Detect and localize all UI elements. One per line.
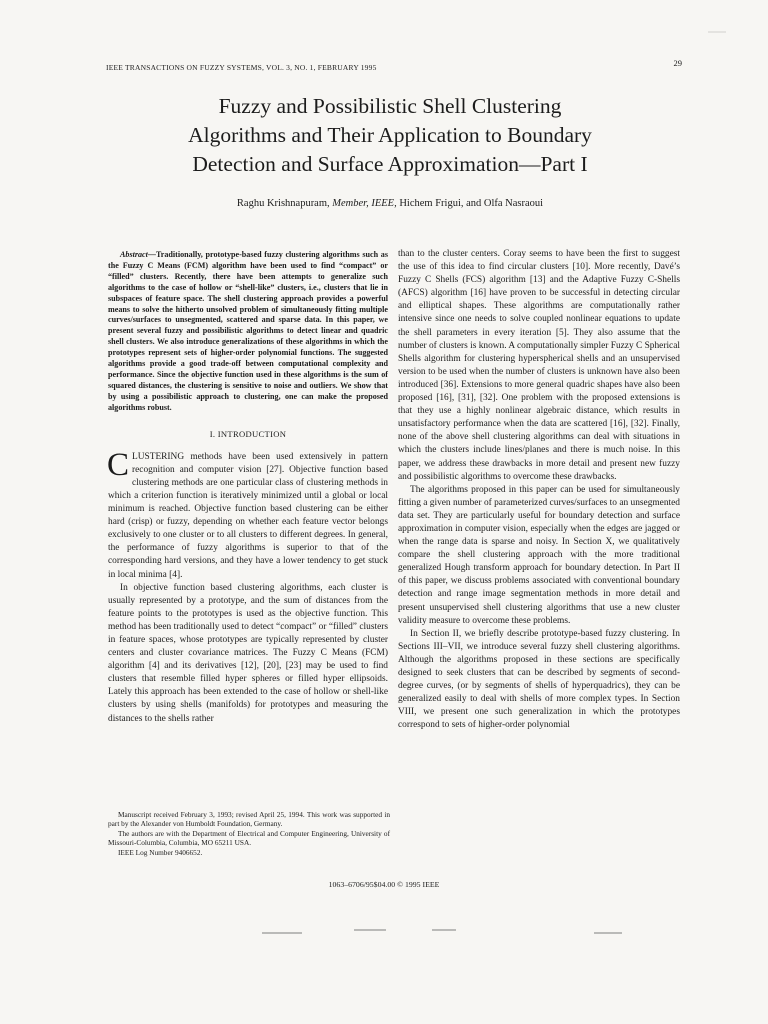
body-paragraph: In Section II, we briefly describe prototype-based fuzzy clustering. In Sections III–VII, we introduce several fuzzy shell clustering algorithms. Although the algorithms proposed in these sections are specifically designed to seek clusters that can be described by segments of second-degree curves, (or by segments of shells of hyperquadrics), they can be generalized easily to deal with shells of more complex types. In Section VIII, we present one such generalization in which the prototypes correspond to sets of higher-order polynomial: [398, 628, 680, 731]
copyright-line: 1063–6706/95$04.00 © 1995 IEEE: [328, 880, 440, 889]
title-line: Detection and Surface Approximation—Part I: [192, 152, 588, 176]
section-heading: I. INTRODUCTION: [209, 428, 287, 439]
footnote-affiliation: The authors are with the Department of Electrical and Computer Engineering, University of Missouri-Columbia, Columbia, MO 65211 USA.: [108, 828, 390, 848]
author-rest: Hichem Frigui, and Olfa Nasraoui: [399, 198, 544, 209]
intro-paragraph-text: LUSTERING methods have been used extensively in pattern recognition and computer vision [27]. Objective function based clustering methods are one particular class of clustering methods in which a criterion function is iteratively minimized until a global or local minimum is reached. Objective function based clustering can be either hard (crisp) or fuzzy, depending on whether each feature vector belongs exclusively to one cluster or to all clusters to different degrees. In general, the performance of fuzzy algorithms is superior to that of the corresponding hard versions, and they have a lower tendency to get stuck in local minima [4].: [108, 451, 388, 580]
page-number: 29: [673, 58, 682, 68]
intro-paragraph: In objective function based clustering algorithms, each cluster is usually represented by a prototype, and the sum of distances from the feature points to the prototypes is used as the objective function. This method has been traditionally used to detect “compact” or “filled” clusters in feature spaces, whose prototypes are typically represented by cluster centers and cluster covariance matrices. The Fuzzy C Means (FCM) algorithm [4] and its derivatives [12], [20], [23] may be used to find clusters that resemble filled hyper spheres or filled hyper ellipsoids. Lately this approach has been extended to the case of hollow or shell-like clusters by using shells (manifolds) for prototypes and measuring the distances to the shells rather: [108, 582, 388, 724]
drop-cap: C: [107, 446, 130, 483]
abstract-label: Abstract—: [120, 250, 156, 259]
paper-title: [110, 92, 670, 179]
author-membership: Member, IEEE,: [332, 198, 397, 209]
journal-running-head: IEEE TRANSACTIONS ON FUZZY SYSTEMS, VOL. 3, NO. 1, FEBRUARY 1995: [106, 63, 377, 72]
body-paragraph: The algorithms proposed in this paper can be used for simultaneously fitting a given number of parameterized curves/surfaces to an unsegmented data set. They are particularly useful for boundary detection and surface approximation in computer vision, especially when the edges are jagged or when the range data is sparse and noisy. In Section X, we qualitatively compare the shell clustering approach with the more traditional generalized Hough transform approach for boundary detection. In Part II of this paper, we discuss problems associated with conventional boundary detection and range image segmentation methods in more detail and present unsupervised shell clustering algorithms that use a new cluster validity measure to overcome these problems.: [398, 484, 680, 626]
footnote-log: IEEE Log Number 9406652.: [118, 847, 203, 857]
right-column: [398, 248, 680, 732]
abstract: [108, 250, 388, 414]
abstract-text: Traditionally, prototype-based fuzzy clustering algorithms such as the Fuzzy C Means (FCM) algorithm have been used to find “compact” or “filled” clusters. Recently, there have been attempts to generalize such algorithms to the case of hollow or “shell-like” clusters, i.e., clusters that lie in subspaces of feature space. The shell clustering approach provides a powerful means to solve the hitherto unsolved problem of simultaneously fitting multiple curves/surfaces to unsegmented, scattered and sparse data. In this paper, we present several fuzzy and possibilistic algorithms to detect linear and quadric shell clusters. We also introduce generalizations of these algorithms in which the prototypes represent sets of higher-order polynomial functions. The suggested algorithms provide a good trade-off between computational complexity and performance. Since the objective function used in these algorithms is the sum of squared distances, the clustering is sensitive to noise and outliers. We show that by using a possibilistic approach to clustering, one can make the proposed algorithms robust.: [108, 250, 388, 412]
left-column: [108, 248, 388, 726]
footnote-received: Manuscript received February 3, 1993; revised April 25, 1994. This work was supported in part by the Alexander von Humboldt Foundation, Germany.: [108, 810, 390, 829]
body-paragraph: than to the cluster centers. Coray seems to have been the first to suggest the use of this idea to find circular clusters [10]. More recently, Davé’s Fuzzy C Shells (FCS) algorithm [13] and the Adaptive Fuzzy C-Shells (AFCS) algorithm [16] have proven to be successful in detecting circular and elliptical shapes. These algorithms are computationally rather intensive since one needs to solve coupled nonlinear equations to update the shell parameters in every iteration [5]. They also assume that the number of clusters is known. A computationally simpler Fuzzy C Spherical Shells algorithm for clustering hyperspherical shells and an unsupervised version to be used when the number of clusters is unknown have also been introduced [36]. Extensions to more general quadric shapes have also been proposed [16], [31], [32]. One problem with the proposed extensions is that they use a highly nonlinear algebraic distance, which results in unsatisfactory performance when the data are scattered [16], [32]. Finally, none of the above shell clustering algorithms can deal with situations in which the clusters include lines/planes and there is much noise. In this paper, we address these drawbacks in more detail and present new fuzzy and possibilistic algorithms to overcome these drawbacks.: [398, 249, 680, 482]
title-line: Fuzzy and Possibilistic Shell Clustering: [218, 94, 562, 118]
author-first: Raghu Krishnapuram,: [236, 198, 330, 209]
title-line: Algorithms and Their Application to Boundary: [188, 123, 592, 147]
intro-paragraph: [107, 446, 388, 582]
footnotes: [108, 810, 390, 857]
author-line: [110, 198, 670, 209]
